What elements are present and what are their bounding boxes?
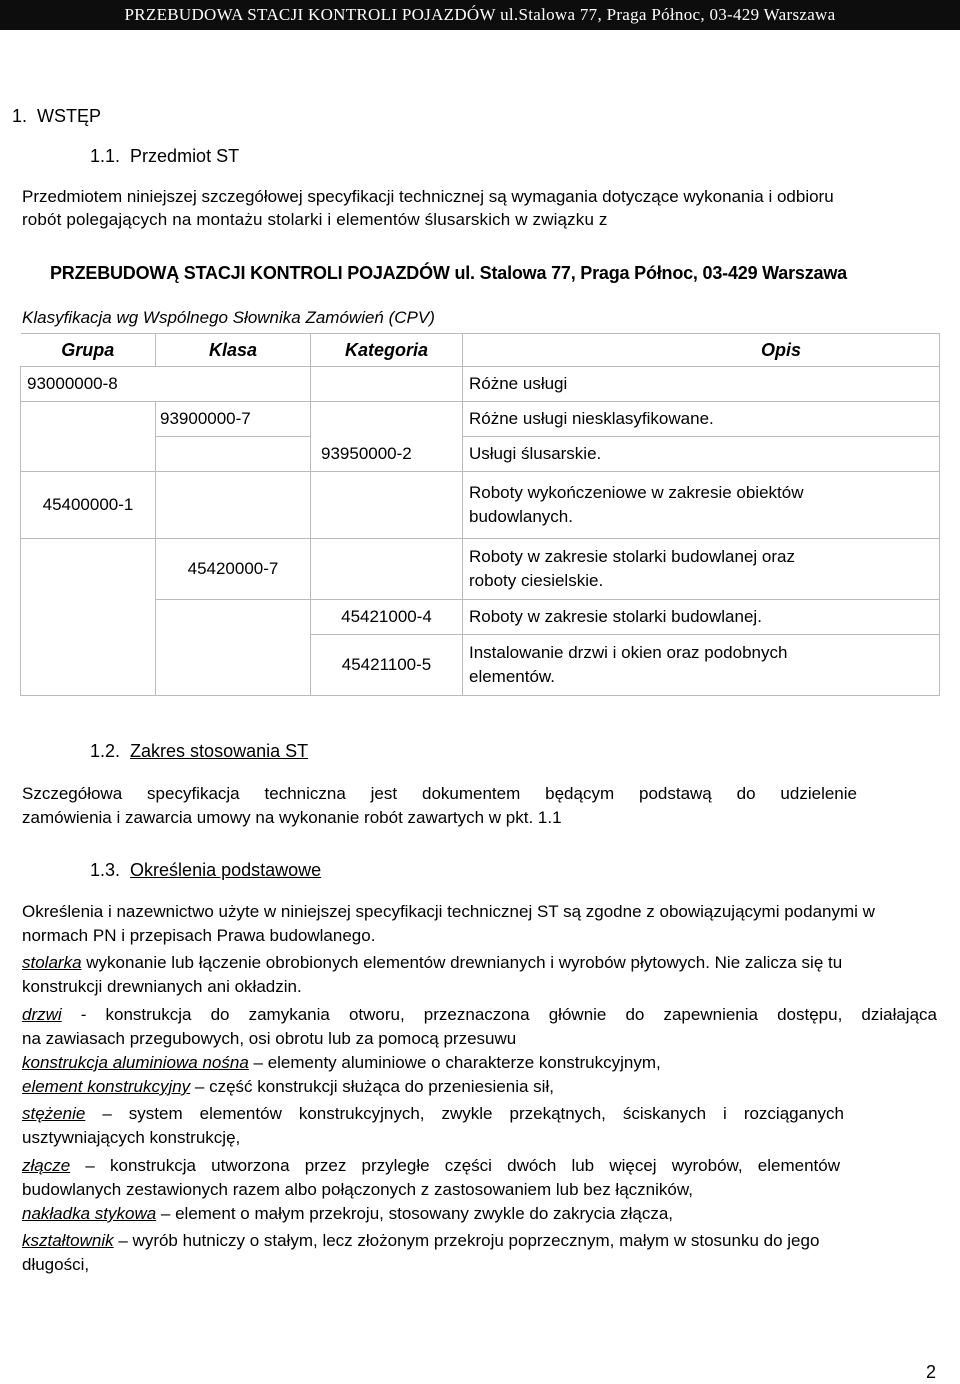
cpv-desc-line: elementów. <box>469 667 555 686</box>
definition-item <box>22 1102 937 1150</box>
cpv-desc <box>463 539 940 600</box>
cpv-caption: Klasyfikacja wg Wspólnego Słownika Zamówień (CPV) <box>22 308 435 327</box>
col-header-grupa: Grupa <box>21 334 156 367</box>
table-row <box>21 402 940 437</box>
definition-item <box>22 1202 937 1226</box>
intro-paragraph <box>22 185 932 231</box>
cpv-desc <box>463 635 940 696</box>
col-header-opis: Opis <box>463 334 940 367</box>
cpv-desc-line: Instalowanie drzwi i okien oraz podobnych <box>469 643 788 662</box>
definition-item <box>22 951 937 999</box>
definition-term: stolarka <box>22 953 82 972</box>
table-row <box>21 539 940 600</box>
section-1-number: 1. <box>12 106 28 126</box>
section-1-3-number: 1.3. <box>90 860 121 880</box>
section-1-1-number: 1.1. <box>90 146 121 166</box>
definition-text-cont: na zawiasach przegubowych, osi obrotu lub za pomocą przesuwu <box>22 1029 517 1048</box>
project-banner: PRZEBUDOWĄ STACJI KONTROLI POJAZDÓW ul. Stalowa 77, Praga Północ, 03-429 Warszawa <box>50 263 847 283</box>
definition-text: – wyrób hutniczy o stałym, lecz złożonym przekroju poprzecznym, małym w stosunku do jego <box>113 1231 820 1250</box>
section-1-1-title: Przedmiot ST <box>130 146 240 166</box>
cpv-desc-line: budowlanych. <box>469 507 573 526</box>
definition-term: stężenie <box>22 1104 86 1123</box>
scope-paragraph <box>22 782 857 830</box>
definition-term: element konstrukcyjny <box>22 1077 191 1096</box>
cpv-code: 93900000-7 <box>156 402 311 437</box>
page-number: 2 <box>925 1362 936 1382</box>
header-title: PRZEBUDOWA STACJI KONTROLI POJAZDÓW ul.Stalowa 77, Praga Północ, 03-429 Warszawa <box>124 5 836 24</box>
section-1-3-heading <box>90 860 321 881</box>
definition-text-cont: długości, <box>22 1255 90 1274</box>
intro-line-1: Przedmiotem niniejszej szczegółowej specyfikacji technicznej są wymagania dotyczące wykonania i odbioru <box>22 187 834 206</box>
col-header-klasa: Klasa <box>156 334 311 367</box>
definition-term: konstrukcja aluminiowa nośna <box>22 1053 249 1072</box>
cpv-desc <box>463 472 940 539</box>
definition-text-cont: budowlanych zestawionych razem albo połączonych z zastosowaniem lub bez łączników, <box>22 1180 693 1199</box>
cpv-desc: Usługi ślusarskie. <box>463 437 940 472</box>
cpv-code: 45421000-4 <box>311 600 463 635</box>
col-header-kategoria: Kategoria <box>311 334 463 367</box>
section-1-heading <box>12 106 101 127</box>
table-row <box>21 600 940 635</box>
definition-item <box>22 1003 937 1051</box>
definition-item <box>22 1051 937 1075</box>
section-1-2-number: 1.2. <box>90 741 121 761</box>
cpv-code: 45420000-7 <box>156 539 311 600</box>
definition-text: – konstrukcja utworzona przez przyległe części dwóch lub więcej wyrobów, elementów <box>70 1156 840 1175</box>
cpv-header-row <box>21 334 940 367</box>
definition-text: – część konstrukcji służąca do przeniesienia sił, <box>190 1077 554 1096</box>
table-row <box>21 472 940 539</box>
definitions-list <box>22 951 937 1277</box>
definition-term: złącze <box>22 1156 71 1175</box>
definition-item <box>22 1075 937 1099</box>
running-header <box>0 0 960 30</box>
definition-text-cont: usztywniających konstrukcję, <box>22 1128 241 1147</box>
cpv-table <box>20 333 940 696</box>
definition-item <box>22 1229 937 1277</box>
table-row <box>21 367 940 402</box>
cpv-code: 45421100-5 <box>311 635 463 696</box>
definition-text-cont: konstrukcji drewnianych ani okładzin. <box>22 977 302 996</box>
section-1-2-heading <box>90 741 308 762</box>
cpv-desc: Różne usługi <box>463 367 940 402</box>
cpv-desc: Różne usługi niesklasyfikowane. <box>463 402 940 437</box>
scope-line-2: zamówienia i zawarcia umowy na wykonanie robót zawartych w pkt. 1.1 <box>22 808 562 827</box>
cpv-desc-line: roboty ciesielskie. <box>469 571 604 590</box>
section-1-2-title: Zakres stosowania ST <box>130 741 309 761</box>
definitions-intro <box>22 900 937 948</box>
scope-line-1: Szczegółowa specyfikacja techniczna jest dokumentem będącym podstawą do udzielenie <box>22 784 857 803</box>
section-1-1-heading <box>90 146 239 167</box>
cpv-desc-line: Roboty wykończeniowe w zakresie obiektów <box>469 483 804 502</box>
definition-term: kształtownik <box>22 1231 114 1250</box>
definitions-intro-line-1: Określenia i nazewnictwo użyte w niniejszej specyfikacji technicznej ST są zgodne z obowiązującymi podanymi w <box>22 902 875 921</box>
definition-text: - konstrukcja do zamykania otworu, przeznaczona głównie do zapewnienia dostępu, działająca <box>61 1005 937 1024</box>
cpv-code: 45400000-1 <box>21 472 156 539</box>
definition-text: – elementy aluminiowe o charakterze konstrukcyjnym, <box>248 1053 661 1072</box>
definition-text: – system elementów konstrukcyjnych, zwykle przekątnych, ściskanych i rozciąganych <box>85 1104 844 1123</box>
cpv-code: 93000000-8 <box>21 367 156 402</box>
definition-text: – element o małym przekroju, stosowany zwykle do zakrycia złącza, <box>156 1204 673 1223</box>
cpv-desc: Roboty w zakresie stolarki budowlanej. <box>463 600 940 635</box>
table-row <box>21 437 940 472</box>
table-row <box>21 635 940 696</box>
definitions-intro-line-2: normach PN i przepisach Prawa budowlanego. <box>22 926 376 945</box>
cpv-desc-line: Roboty w zakresie stolarki budowlanej oraz <box>469 547 795 566</box>
cpv-code: 93950000-2 <box>311 437 463 472</box>
definition-item <box>22 1154 937 1202</box>
definition-term: drzwi <box>22 1005 62 1024</box>
definition-text: wykonanie lub łączenie obrobionych elementów drewnianych i wyrobów płytowych. Nie zalicza się tu <box>81 953 843 972</box>
definition-term: nakładka stykowa <box>22 1204 157 1223</box>
intro-line-2: robót polegających na montażu stolarki i elementów ślusarskich w związku z <box>22 210 608 229</box>
section-1-title: WSTĘP <box>37 106 102 126</box>
section-1-3-title: Określenia podstawowe <box>130 860 322 880</box>
